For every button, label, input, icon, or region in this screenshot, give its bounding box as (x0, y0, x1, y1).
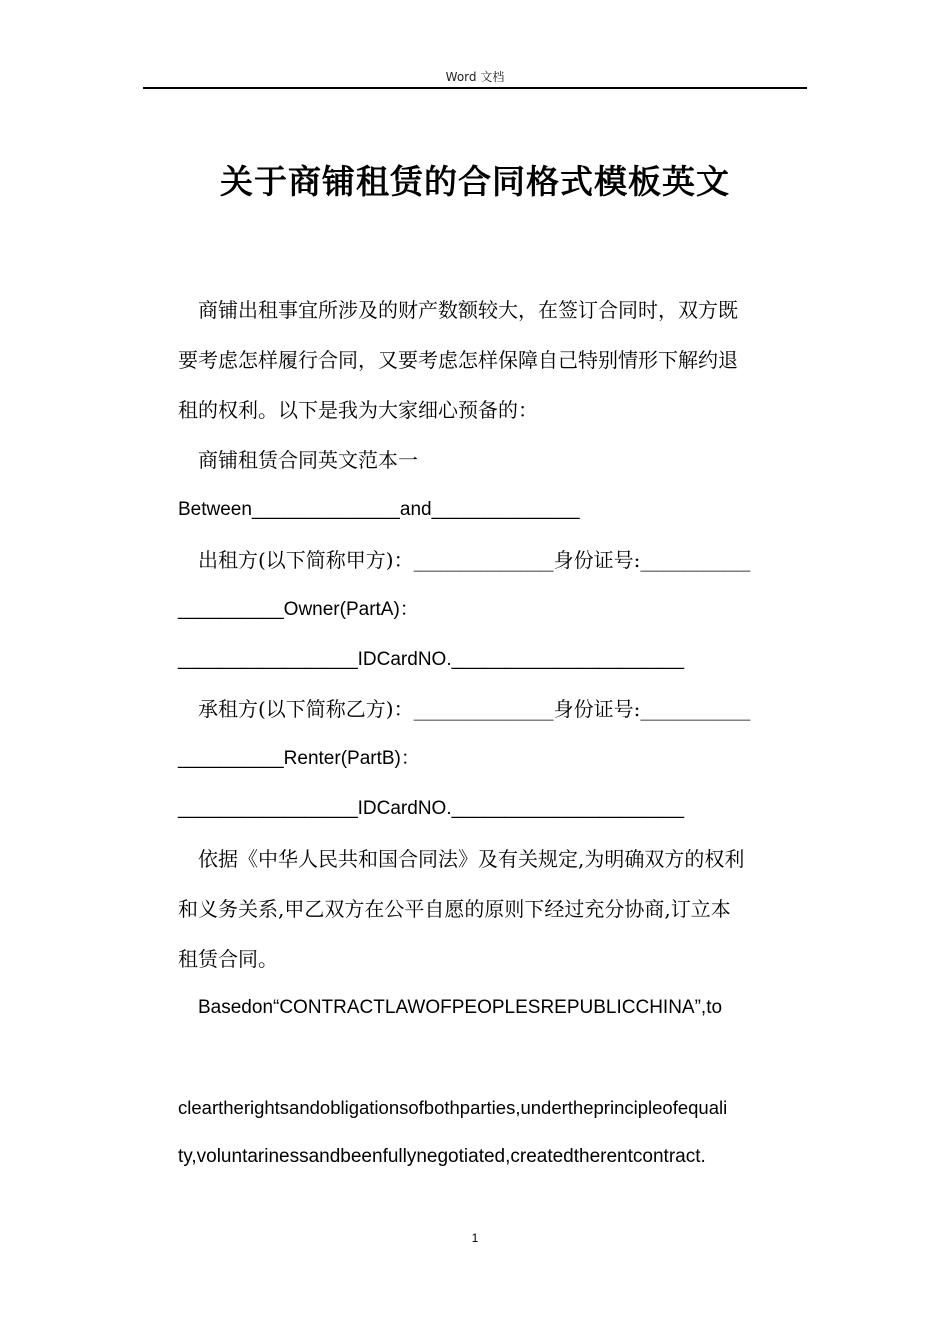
paragraph-line: 要考虑怎样履行合同，又要考虑怎样保障自己特别情形下解约退 (178, 348, 738, 372)
paragraph-line: cleartherightsandobligationsofbothparties,undertheprincipleofequali (178, 1097, 728, 1118)
paragraph-line: _________________IDCardNO.______________________ (178, 798, 685, 819)
paragraph-line: __________Renter(PartB)： (178, 748, 420, 769)
header-divider (143, 87, 807, 89)
paragraph-line: 租赁合同。 (178, 947, 278, 971)
page-number: 1 (471, 1231, 479, 1245)
paragraph-line: __________Owner(PartA)： (178, 599, 419, 620)
paragraph-line: _________________IDCardNO.______________________ (178, 649, 685, 670)
paragraph-line: Between______________and______________ (178, 499, 580, 520)
document-title: 关于商铺租赁的合同格式模板英文 (220, 162, 730, 201)
paragraph-line: 承租方(以下简称乙方)：______________身份证号:___________ (198, 697, 751, 721)
paragraph-line: 租的权利。以下是我为大家细心预备的： (178, 398, 538, 422)
paragraph-line: ty,voluntarinessandbeenfullynegotiated,createdtherentcontract. (178, 1146, 706, 1167)
paragraph-line: 依据《中华人民共和国合同法》及有关规定,为明确双方的权利 (198, 847, 745, 871)
paragraph-line: 商铺出租事宜所涉及的财产数额较大，在签订合同时，双方既 (198, 298, 738, 322)
page-header: Word 文档 (445, 70, 505, 84)
paragraph-line: Basedon“CONTRACTLAWOFPEOPLESREPUBLICCHINA”,to (198, 997, 723, 1018)
section-heading: 商铺租赁合同英文范本一 (198, 448, 418, 472)
paragraph-line: 出租方(以下简称甲方)：______________身份证号:___________ (198, 548, 751, 572)
paragraph-line: 和义务关系,甲乙双方在公平自愿的原则下经过充分协商,订立本 (178, 897, 731, 921)
